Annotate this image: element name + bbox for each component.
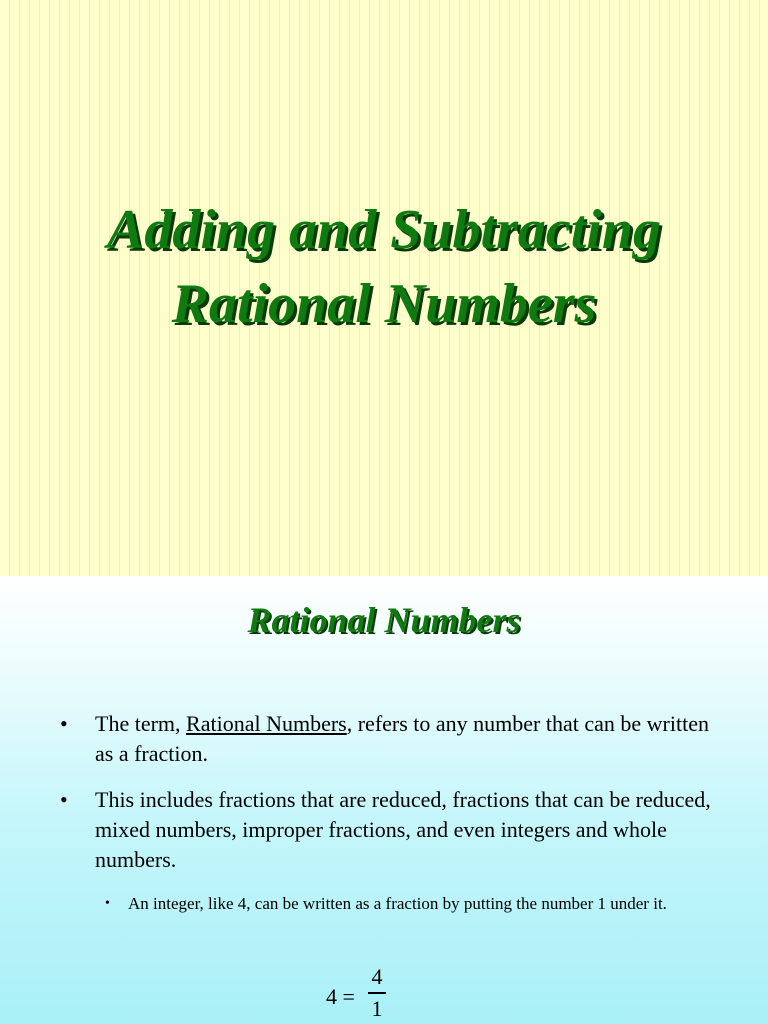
bullet1-prefix: The term, <box>95 711 187 736</box>
sub-bullet-text: An integer, like 4, can be written as a fraction by putting the number 1 under it. <box>128 894 667 913</box>
bullet-item-definition <box>60 709 720 769</box>
content-slide-title: Rational Numbers <box>247 600 521 640</box>
sub-bullet-item <box>105 891 688 917</box>
bullet-item-includes <box>60 785 720 875</box>
sub-bullet-icon: • <box>105 896 110 911</box>
fraction <box>368 964 386 1022</box>
bullet-icon: • <box>60 787 68 812</box>
bullet-list <box>60 709 720 891</box>
equation-lhs: 4 = <box>326 984 355 1009</box>
slide-title <box>0 193 768 341</box>
fraction-numerator: 4 <box>371 964 383 989</box>
bullet-icon: • <box>60 711 68 736</box>
bullet1-underlined-term: Rational Numbers <box>186 711 347 736</box>
bullet2-text: This includes fractions that are reduced, fractions that can be reduced, mixed numbers, improper fractions, and even integers and whole numbers. <box>95 787 711 872</box>
bullet1-suffix: , refers to any number that can be written as a fraction. <box>95 711 709 766</box>
title-line-2: Rational Numbers <box>171 273 597 335</box>
content-slide <box>0 576 768 1024</box>
title-line-1: Adding and Subtracting <box>107 199 661 261</box>
fraction-denominator: 1 <box>371 996 383 1021</box>
fraction-bar <box>368 992 386 994</box>
